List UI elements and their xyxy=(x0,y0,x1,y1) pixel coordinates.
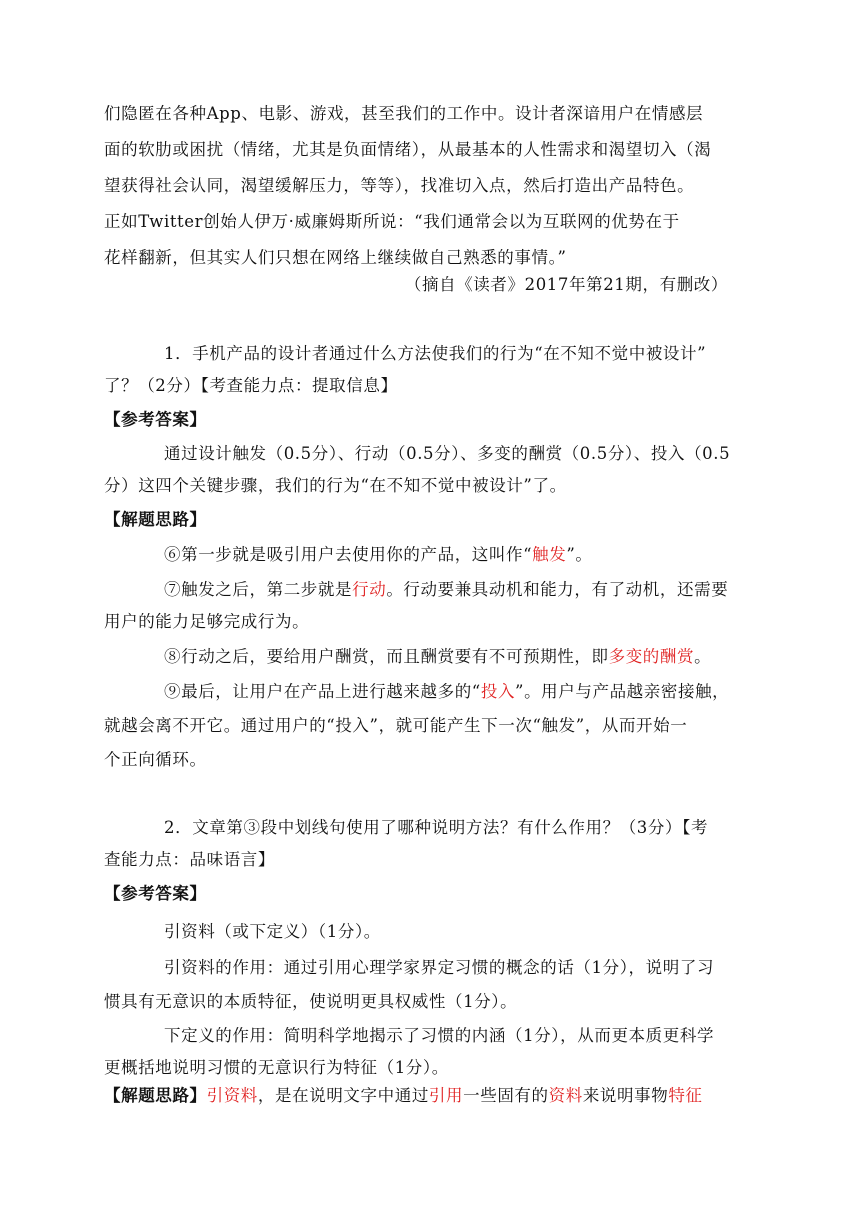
answer-text: 通过设计触发（0.5分）、行动（0.5分）、多变的酬赏（0.5分）、投入（0.5 xyxy=(164,444,731,463)
answer-text: 引资料的作用：通过引用心理学家界定习惯的概念的话（1分），说明了习 xyxy=(164,958,715,977)
thinking-paragraph-9-cont: 就越会离不开它。通过用户的“投入”，就可能产生下一次“触发”，从而开始一 xyxy=(104,716,688,735)
text: ⑥第一步就是吸引用户去使用你的产品，这叫作“ xyxy=(164,545,533,564)
thinking-paragraph-7-cont: 用户的能力足够完成行为。 xyxy=(104,612,310,631)
question-2-cont: 查能力点：品味语言】 xyxy=(104,850,275,869)
text: ⑦触发之后，第二步就是 xyxy=(164,580,353,599)
thinking-paragraph-9-cont: 个正向循环。 xyxy=(104,750,207,769)
thinking-paragraph-6 xyxy=(164,545,804,565)
highlight: 引资料 xyxy=(206,1086,258,1105)
text: ”。用户与产品越亲密接触， xyxy=(515,682,730,701)
answer-text: 分）这四个关键步骤，我们的行为“在不知不觉中被设计”了。 xyxy=(104,476,567,495)
thinking-paragraph-7 xyxy=(164,580,804,600)
highlight: 引用 xyxy=(428,1086,464,1105)
text: ，是在说明文字中通过 xyxy=(257,1086,429,1105)
thinking-heading: 【解题思路】 xyxy=(104,510,207,529)
highlight: 资料 xyxy=(548,1086,583,1105)
highlight: 投入 xyxy=(480,682,516,701)
highlight: 触发 xyxy=(532,545,567,564)
highlight: 特征 xyxy=(668,1086,703,1105)
text: 。行动要兼具动机和能力，有了动机，还需要 xyxy=(386,580,729,599)
thinking-heading: 【解题思路】 xyxy=(104,1086,207,1105)
text: 一些固有的 xyxy=(463,1086,549,1105)
thinking-line xyxy=(104,1086,744,1106)
passage-line: 们隐匿在各种App、电影、游戏，甚至我们的工作中。设计者深谙用户在情感层 xyxy=(104,104,704,123)
answer-text: 惯具有无意识的本质特征，使说明更具权威性（1分）。 xyxy=(104,992,518,1011)
thinking-paragraph-9 xyxy=(164,682,804,702)
question-2: 2．文章第③段中划线句使用了哪种说明方法？有什么作用？（3分）【考 xyxy=(164,818,709,837)
text: ⑨最后，让用户在产品上进行越来越多的“ xyxy=(164,682,481,701)
highlight: 多变的酬赏 xyxy=(608,647,695,666)
answer-heading: 【参考答案】 xyxy=(104,884,207,903)
text: 来说明事物 xyxy=(582,1086,669,1105)
passage-line: 花样翻新，但其实人们只想在网络上继续做自己熟悉的事情。” xyxy=(104,248,567,267)
answer-heading: 【参考答案】 xyxy=(104,410,207,429)
answer-text: 更概括地说明习惯的无意识行为特征（1分）。 xyxy=(104,1058,449,1077)
answer-text: 引资料（或下定义）（1分）。 xyxy=(164,922,381,941)
passage-line: 正如Twitter创始人伊万·威廉姆斯所说：“我们通常会以为互联网的优势在于 xyxy=(104,212,680,231)
passage-line: 面的软肋或困扰（情绪，尤其是负面情绪），从最基本的人性需求和渴望切入（渴 xyxy=(104,140,712,159)
question-1: 1．手机产品的设计者通过什么方法使我们的行为“在不知不觉中被设计” xyxy=(164,344,707,363)
answer-text: 下定义的作用：简明科学地揭示了习惯的内涵（1分），从而更本质更科学 xyxy=(164,1026,715,1045)
text: 。 xyxy=(694,647,712,666)
text: ”。 xyxy=(566,545,593,564)
thinking-paragraph-8 xyxy=(164,647,804,667)
highlight: 行动 xyxy=(352,580,387,599)
source-citation: （摘自《读者》2017年第21期，有删改） xyxy=(404,275,728,294)
text: ⑧行动之后，要给用户酬赏，而且酬赏要有不可预期性，即 xyxy=(164,647,609,666)
passage-line: 望获得社会认同，渴望缓解压力，等等），找准切入点，然后打造出产品特色。 xyxy=(104,176,695,195)
question-1-cont: 了？（2分）【考查能力点：提取信息】 xyxy=(104,376,398,395)
